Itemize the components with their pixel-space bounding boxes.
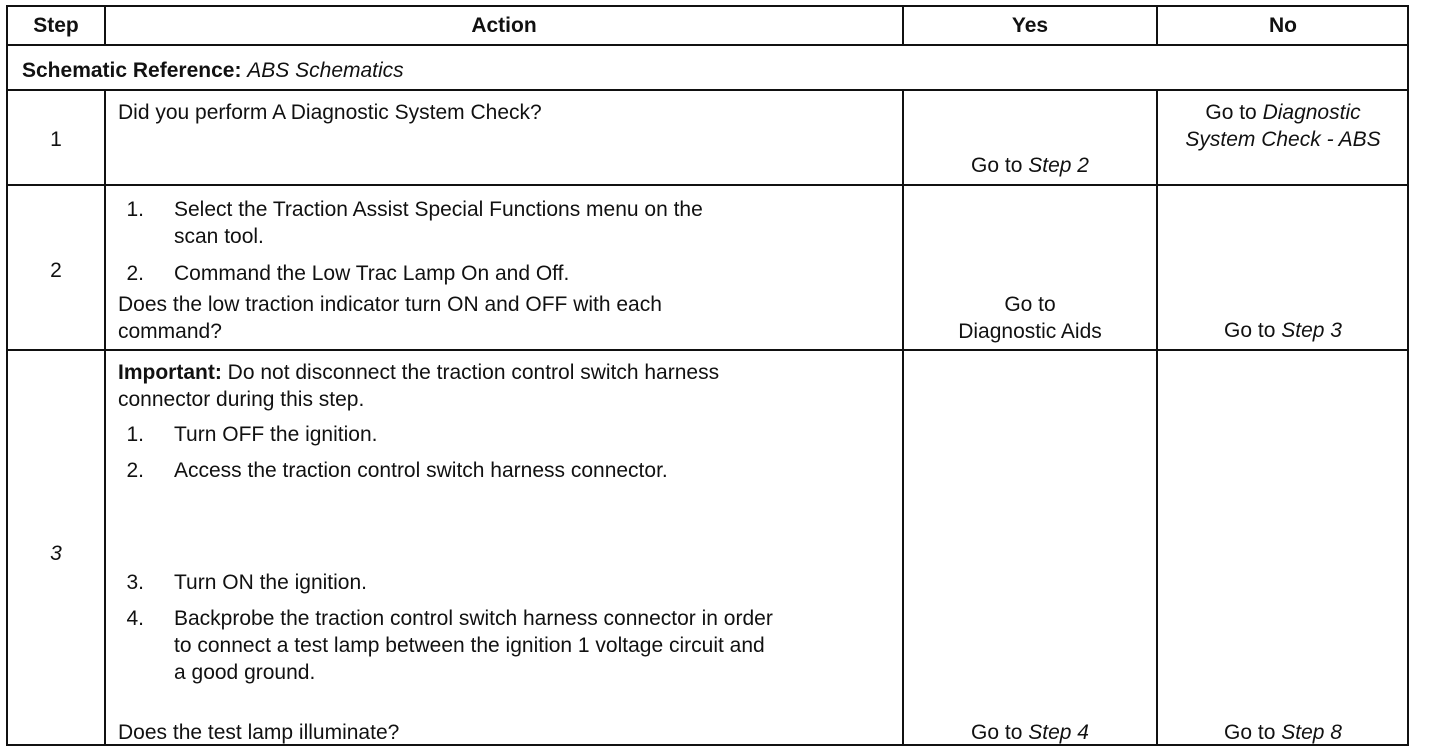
action-list: 1. Turn OFF the ignition. 2. Access the traction control switch harness connector. 3. Turn ON the ignition. 4. Backprobe the traction control switch harness connector in order to connect a test lamp between the ignition 1 voltage circuit and a good ground. xyxy=(126,423,773,684)
schematic-label: Schematic Reference: xyxy=(22,59,242,82)
row-divider xyxy=(8,89,1407,91)
list-item: 2. Command the Low Trac Lamp On and Off. xyxy=(126,262,570,285)
header-action: Action xyxy=(471,14,537,37)
col-divider xyxy=(104,89,106,744)
action-question: Does the low traction indicator turn ON and OFF with each command? xyxy=(118,293,662,343)
header-no: No xyxy=(1269,14,1297,37)
row-divider xyxy=(8,44,1407,46)
schematic-reference xyxy=(22,57,404,84)
header-yes: Yes xyxy=(1011,14,1049,37)
row-divider xyxy=(8,349,1407,351)
diagnostic-table xyxy=(6,5,1409,746)
col-divider xyxy=(902,89,904,744)
no-link[interactable]: Go to Diagnostic System Check - ABS xyxy=(1185,101,1381,151)
yes-link[interactable]: Go to Diagnostic Aids xyxy=(958,293,1102,343)
step-number: 3 xyxy=(50,542,62,565)
col-divider xyxy=(1156,89,1158,744)
yes-link[interactable]: Go to Step 4 xyxy=(971,721,1089,744)
list-item: 1. Select the Traction Assist Special Functions menu on the scan tool. xyxy=(126,198,703,248)
action-list xyxy=(118,196,898,293)
row-divider xyxy=(8,184,1407,186)
no-link[interactable]: Go to Step 3 xyxy=(1224,319,1342,342)
header-step: Step xyxy=(33,14,79,37)
schematic-link[interactable]: ABS Schematics xyxy=(247,59,404,82)
important-note: Important: Do not disconnect the traction control switch harness connector during this step. xyxy=(118,361,720,411)
action-question: Does the test lamp illuminate? xyxy=(118,721,400,744)
action-question: Did you perform A Diagnostic System Check? xyxy=(118,101,542,124)
yes-link[interactable]: Go to Step 2 xyxy=(971,154,1089,177)
step-number: 2 xyxy=(50,259,62,282)
no-link[interactable]: Go to Step 8 xyxy=(1224,721,1342,744)
step-number: 1 xyxy=(50,128,62,151)
